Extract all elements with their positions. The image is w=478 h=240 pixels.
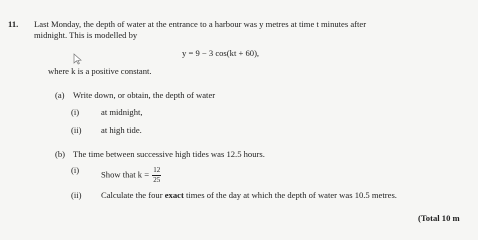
part-b-ii-emphasis: exact [164, 190, 184, 200]
fraction-numerator: 12 [153, 166, 161, 174]
mouse-cursor-icon [73, 53, 82, 65]
part-a-ii-text: at high tide. [101, 125, 142, 135]
part-b-ii-text-before: Calculate the four [101, 190, 163, 200]
model-equation: y = 9 − 3 cos(kt + 60), [182, 48, 260, 58]
question-number: 11. [8, 19, 19, 29]
part-a-i-text: at midnight, [101, 107, 143, 117]
part-b-label: (b) [55, 149, 66, 159]
part-b-i-line [101, 167, 161, 184]
part-b-ii-label: (ii) [71, 190, 82, 200]
k-fraction [152, 167, 161, 184]
part-b-i-text: Show that k = [101, 169, 150, 180]
intro-line-2: midnight. This is modelled by [34, 30, 138, 40]
part-b-text: The time between successive high tides was 12.5 hours. [73, 149, 265, 159]
part-b-ii-line [101, 191, 397, 200]
fraction-denominator: 25 [153, 176, 161, 184]
part-a-i-label: (i) [71, 107, 80, 117]
part-a-label: (a) [55, 90, 65, 100]
part-b-i-label: (i) [71, 165, 80, 175]
part-a-text: Write down, or obtain, the depth of water [73, 90, 216, 100]
intro-line-1: Last Monday, the depth of water at the entrance to a harbour was y metres at time t minutes after [34, 19, 367, 29]
where-line: where k is a positive constant. [48, 66, 152, 76]
part-a-ii-label: (ii) [71, 125, 82, 135]
total-marks: (Total 10 m [418, 213, 460, 223]
part-b-ii-text-after: times of the day at which the depth of water was 10.5 metres. [185, 190, 397, 200]
